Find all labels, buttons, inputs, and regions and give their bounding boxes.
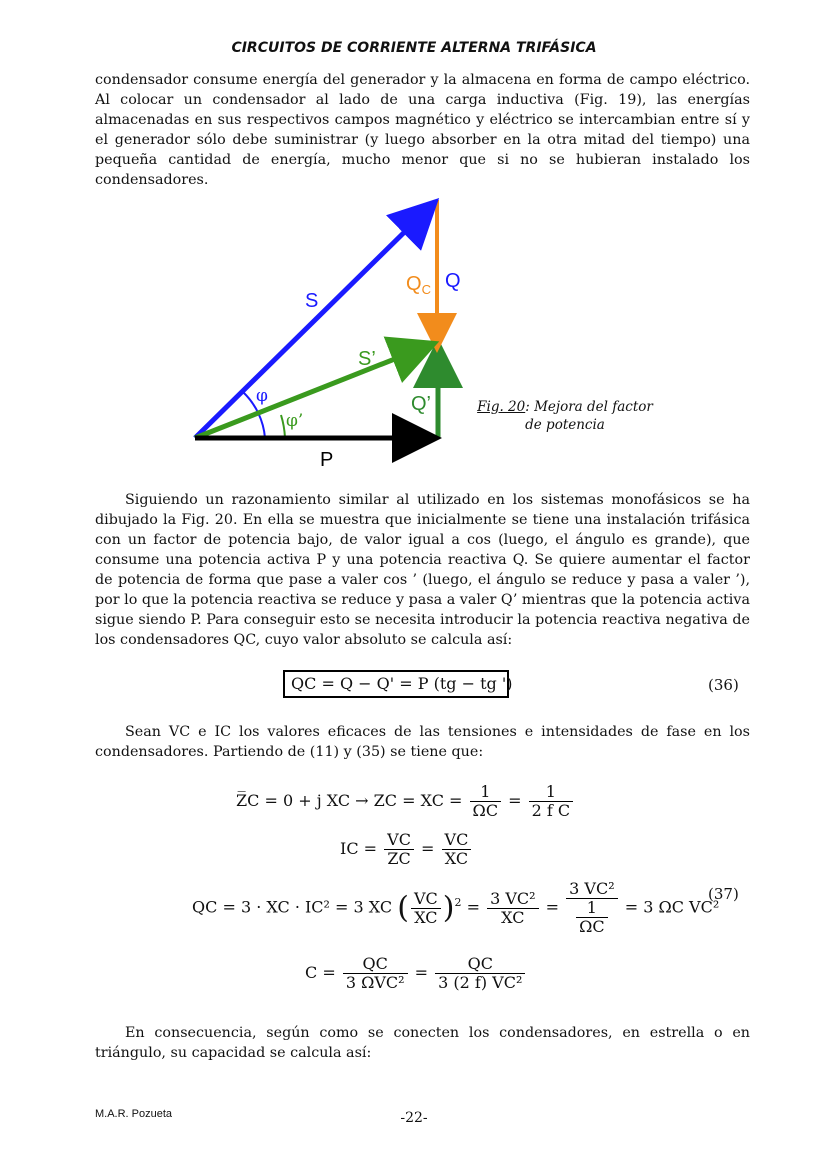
label-p: P [320,449,334,471]
phi-prime-arc [281,415,285,438]
equation-36: QC = Q − Q' = P (tg − tg ') [283,670,509,698]
paragraph-1: condensador consume energía del generador y la almacena en forma de campo eléctrico. Al colocar un condensador al lado de una carga inductiva (Fig. 19), las energías almacenadas en sus respectivos campos magnético y eléctrico se intercambian entre sí y el generador sólo debe suministrar (y luego absorber en la otra mitad del tiempo) una pequeña cantidad de energía, mucho menor que si no se hubieran instalado los condensadores. [95,72,750,188]
paragraph-4: En consecuencia, según como se conecten los condensadores, en estrella o en triángulo, su capacidad se calcula así: [95,1025,750,1061]
label-qc: $Q_C$ [406,273,431,297]
s-prime-vector [195,345,430,438]
label-phi: φ [256,386,268,406]
power-triangle-figure [180,185,480,475]
label-q-prime: Q’ [411,393,431,415]
s-vector [195,205,432,438]
eq37-line1: Z̅C = 0 + j XC → ZC = XC = $\frac{1}{\Omega C}$ = $\frac{1}{\text{2 f C}}$ [236,783,575,820]
paragraph-3: Sean VC e IC los valores eficaces de las tensiones e intensidades de fase en los condensadores. Partiendo de (11) y (35) se tiene que: [95,724,750,760]
label-s: S [305,290,319,312]
page-header: CIRCUITOS DE CORRIENTE ALTERNA TRIFÁSICA [231,40,597,56]
paragraph-2: Siguiendo un razonamiento similar al utilizado en los sistemas monofásicos se ha dibujado la Fig. 20. En ella se muestra que inicialmente se tiene una instalación trifásica con un factor de potencia bajo, de valor igual a cos (luego, el ángulo es grande), que consume una potencia activa P y una potencia reactiva Q. Se quiere aumentar el factor de potencia de forma que pase a valer cos ’ (luego, el ángulo se reduce y pasa a valer ’), por lo que la potencia reactiva se reduce y pasa a valer Q’ mientras que la potencia activa sigue siendo P. Para conseguir esto se necesita introducir la potencia reactiva negativa de los condensadores QC, cuyo valor absoluto se calcula así: [95,492,750,648]
label-s-prime: S’ [358,348,376,370]
eq37-line4: C = $\frac{QC}{\text{3 ΩVC²}}$ = $\frac{QC}{\text{3 (2 f) VC²}}$ [305,955,527,992]
page-number: -22- [400,1110,428,1126]
footer-author: M.A.R. Pozueta [95,1108,173,1120]
label-q: Q [445,270,461,292]
equation-37-number: (37) [708,885,739,903]
equation-36-number: (36) [708,676,739,694]
caption-ref: Fig. 20 [477,399,526,415]
caption-text: : Mejora del factor de potencia [525,399,653,433]
figure-caption [470,398,660,434]
eq37-line2: IC = $\frac{VC}{ZC}$ = $\frac{VC}{XC}$ [340,831,473,868]
label-phi-prime: φ’ [286,411,304,431]
eq37-line3: QC = 3 · XC · IC² = 3 XC ( $\frac{VC}{XC}$ )$^2$ = $\frac{\text{3 VC²}}{XC}$ = $\frac{\text{3 VC²}}{\frac{1}{\Omega C}}$ = 3 ΩC VC² [192,879,720,936]
